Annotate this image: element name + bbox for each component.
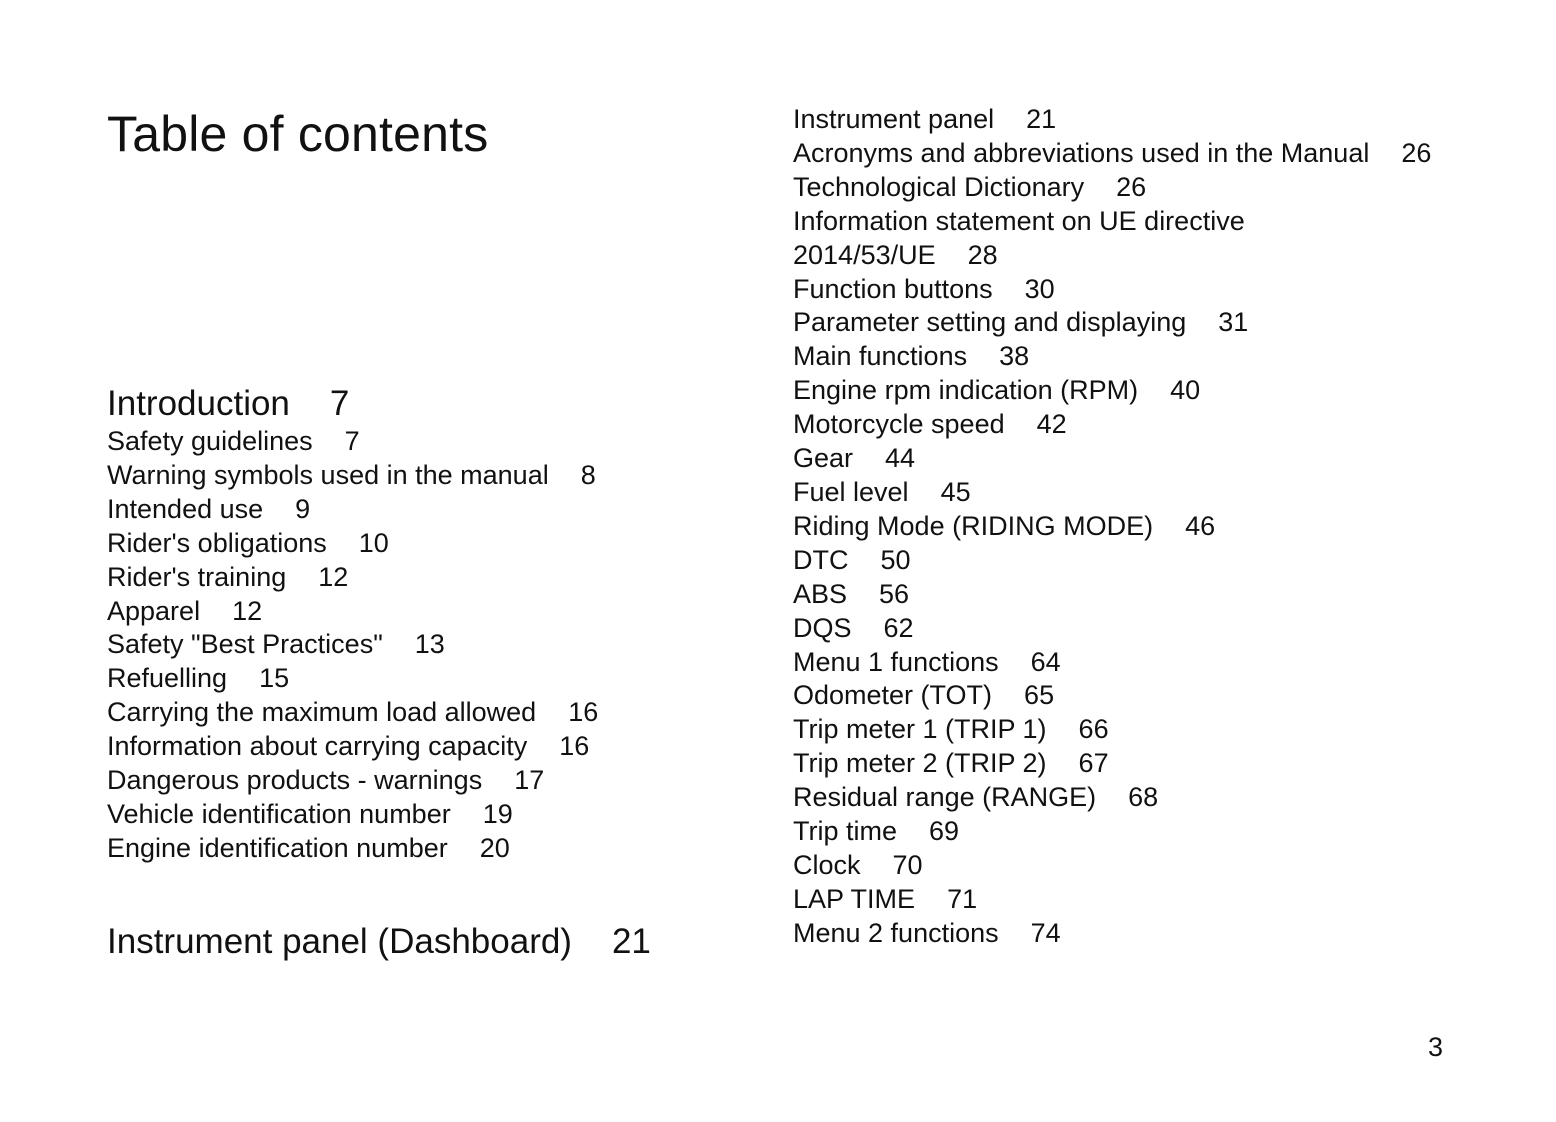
toc-entry[interactable] bbox=[793, 103, 1433, 137]
toc-entry-title: Engine rpm indication (RPM) bbox=[793, 375, 1139, 406]
toc-entry[interactable] bbox=[793, 510, 1433, 544]
toc-entry-page: 19 bbox=[482, 798, 513, 829]
toc-entry-page: 26 bbox=[1401, 137, 1432, 168]
toc-entry-title: Information about carrying capacity bbox=[107, 731, 528, 762]
toc-entry-page: 42 bbox=[1036, 409, 1067, 440]
toc-entry-page: 56 bbox=[879, 578, 910, 609]
toc-entry[interactable] bbox=[793, 612, 1433, 646]
toc-entry[interactable] bbox=[793, 781, 1433, 815]
toc-entry[interactable] bbox=[107, 425, 727, 459]
toc-entry-title: Motorcycle speed bbox=[793, 409, 1005, 440]
toc-entry-title: Function buttons bbox=[793, 273, 993, 304]
toc-entry-page: 71 bbox=[947, 883, 978, 914]
toc-entry-title: Residual range (RANGE) bbox=[793, 782, 1097, 813]
toc-entry[interactable] bbox=[793, 374, 1433, 408]
toc-entry-title: DTC bbox=[793, 544, 849, 575]
toc-entry-title: Warning symbols used in the manual bbox=[107, 459, 549, 490]
toc-entry-page: 70 bbox=[892, 849, 923, 880]
toc-entry-page: 45 bbox=[940, 476, 971, 507]
section-title: Introduction bbox=[107, 384, 290, 423]
toc-entry-page: 30 bbox=[1024, 273, 1055, 304]
toc-entry-title: Rider's obligations bbox=[107, 527, 327, 558]
toc-entry-page: 9 bbox=[295, 493, 311, 524]
toc-entry-page: 16 bbox=[559, 731, 590, 762]
toc-entry-title: Acronyms and abbreviations used in the Manual bbox=[793, 137, 1370, 168]
toc-entry-page: 50 bbox=[880, 544, 911, 575]
toc-entry[interactable] bbox=[793, 408, 1433, 442]
toc-entry-title: Engine identification number bbox=[107, 832, 448, 863]
toc-entry-title: DQS bbox=[793, 612, 852, 643]
toc-entry-title: LAP TIME bbox=[793, 883, 916, 914]
toc-entry[interactable] bbox=[107, 798, 727, 832]
toc-entry-title: Intended use bbox=[107, 493, 264, 524]
toc-entry-page: 46 bbox=[1185, 510, 1216, 541]
toc-entry[interactable] bbox=[793, 171, 1433, 205]
toc-entry[interactable] bbox=[793, 137, 1433, 171]
toc-entry-page: 12 bbox=[318, 561, 349, 592]
section-page-number: 7 bbox=[329, 384, 350, 423]
toc-entry[interactable] bbox=[793, 747, 1433, 781]
toc-entry-title: Vehicle identification number bbox=[107, 798, 451, 829]
toc-entry-page: 28 bbox=[967, 239, 998, 270]
toc-entry-page: 12 bbox=[232, 595, 263, 626]
toc-entry-title: Instrument panel bbox=[793, 104, 995, 134]
toc-entry-page: 40 bbox=[1170, 375, 1201, 406]
toc-entry-page: 31 bbox=[1218, 307, 1249, 338]
toc-entry-page: 66 bbox=[1078, 714, 1109, 745]
toc-entry-page: 20 bbox=[479, 832, 510, 863]
toc-entry[interactable] bbox=[793, 442, 1433, 476]
toc-entry[interactable] bbox=[793, 340, 1433, 374]
toc-entry-page: 67 bbox=[1078, 748, 1109, 779]
section-page-number: 21 bbox=[611, 921, 651, 961]
page-title: Table of contents bbox=[107, 106, 489, 162]
toc-entry[interactable] bbox=[107, 730, 727, 764]
toc-entry-title: Fuel level bbox=[793, 476, 909, 507]
toc-entry[interactable] bbox=[793, 646, 1433, 680]
toc-entry-page: 21 bbox=[1026, 104, 1057, 134]
toc-entry[interactable] bbox=[793, 713, 1433, 747]
toc-entry-page: 44 bbox=[885, 443, 916, 474]
toc-section-heading[interactable] bbox=[107, 383, 727, 425]
toc-entry-title: Safety "Best Practices" bbox=[107, 629, 383, 660]
toc-entry-page: 26 bbox=[1116, 171, 1147, 202]
toc-entry-page: 62 bbox=[883, 612, 914, 643]
toc-entry-title: Safety guidelines bbox=[107, 426, 313, 456]
toc-entry-title: Menu 1 functions bbox=[793, 646, 999, 677]
toc-entry-page: 65 bbox=[1024, 680, 1055, 711]
toc-entry-title: Odometer (TOT) bbox=[793, 680, 993, 711]
toc-entry-page: 17 bbox=[514, 765, 545, 796]
toc-entry-page: 15 bbox=[259, 663, 290, 694]
toc-entry-title: Rider's training bbox=[107, 561, 287, 592]
toc-entry-title: Parameter setting and displaying bbox=[793, 307, 1187, 338]
toc-entry-title: Trip meter 2 (TRIP 2) bbox=[793, 748, 1047, 779]
toc-entry-list bbox=[793, 103, 1433, 951]
toc-column-right bbox=[793, 103, 1433, 951]
toc-entry[interactable] bbox=[107, 561, 727, 595]
toc-column-left bbox=[107, 383, 727, 963]
toc-entry-page: 13 bbox=[414, 629, 445, 660]
toc-entry-title: Gear bbox=[793, 443, 854, 474]
toc-entry-title: Refuelling bbox=[107, 663, 228, 694]
toc-entry-title: Main functions bbox=[793, 341, 968, 372]
toc-entry-page: 74 bbox=[1030, 917, 1061, 948]
toc-entry[interactable] bbox=[793, 679, 1433, 713]
toc-entry[interactable] bbox=[793, 205, 1433, 273]
toc-entry-list bbox=[107, 425, 727, 866]
toc-entry[interactable] bbox=[107, 832, 727, 866]
toc-entry-page: 64 bbox=[1030, 646, 1061, 677]
toc-entry-title: Riding Mode (RIDING MODE) bbox=[793, 510, 1154, 541]
toc-entry[interactable] bbox=[793, 544, 1433, 578]
toc-entry-title: Carrying the maximum load allowed bbox=[107, 697, 537, 728]
toc-entry-title: Menu 2 functions bbox=[793, 917, 999, 948]
toc-entry-page: 10 bbox=[358, 527, 389, 558]
toc-entry-title: Trip time bbox=[793, 816, 898, 847]
toc-entry[interactable] bbox=[793, 883, 1433, 917]
toc-entry-title: Technological Dictionary bbox=[793, 171, 1085, 202]
toc-entry-page: 8 bbox=[580, 459, 596, 490]
toc-entry[interactable] bbox=[793, 917, 1433, 951]
toc-entry[interactable] bbox=[793, 273, 1433, 307]
toc-section-heading[interactable] bbox=[107, 921, 727, 963]
toc-entry[interactable] bbox=[107, 527, 727, 561]
toc-entry-title: Trip meter 1 (TRIP 1) bbox=[793, 714, 1047, 745]
toc-entry-page: 68 bbox=[1128, 782, 1159, 813]
toc-entry-title: Dangerous products - warnings bbox=[107, 765, 483, 796]
toc-entry-page: 69 bbox=[929, 816, 960, 847]
toc-entry-page: 38 bbox=[999, 341, 1030, 372]
toc-entry-title: Clock bbox=[793, 849, 861, 880]
section-title: Instrument panel (Dashboard) bbox=[107, 921, 572, 961]
toc-entry[interactable] bbox=[793, 476, 1433, 510]
toc-entry[interactable] bbox=[107, 628, 727, 662]
page-number: 3 bbox=[1428, 1032, 1444, 1062]
toc-entry[interactable] bbox=[793, 849, 1433, 883]
toc-entry-title: ABS bbox=[793, 578, 848, 609]
toc-entry[interactable] bbox=[793, 578, 1433, 612]
toc-entry-title: Apparel bbox=[107, 595, 201, 626]
toc-entry[interactable] bbox=[793, 306, 1433, 340]
toc-entry[interactable] bbox=[107, 696, 727, 730]
toc-entry[interactable] bbox=[107, 662, 727, 696]
toc-entry-page: 7 bbox=[344, 426, 360, 456]
toc-entry-page: 16 bbox=[568, 697, 599, 728]
toc-entry[interactable] bbox=[107, 493, 727, 527]
toc-entry[interactable] bbox=[107, 459, 727, 493]
toc-entry-title: Information statement on UE directive 2014/53/UE bbox=[793, 205, 1245, 270]
toc-entry[interactable] bbox=[793, 815, 1433, 849]
toc-entry[interactable] bbox=[107, 595, 727, 629]
toc-entry[interactable] bbox=[107, 764, 727, 798]
